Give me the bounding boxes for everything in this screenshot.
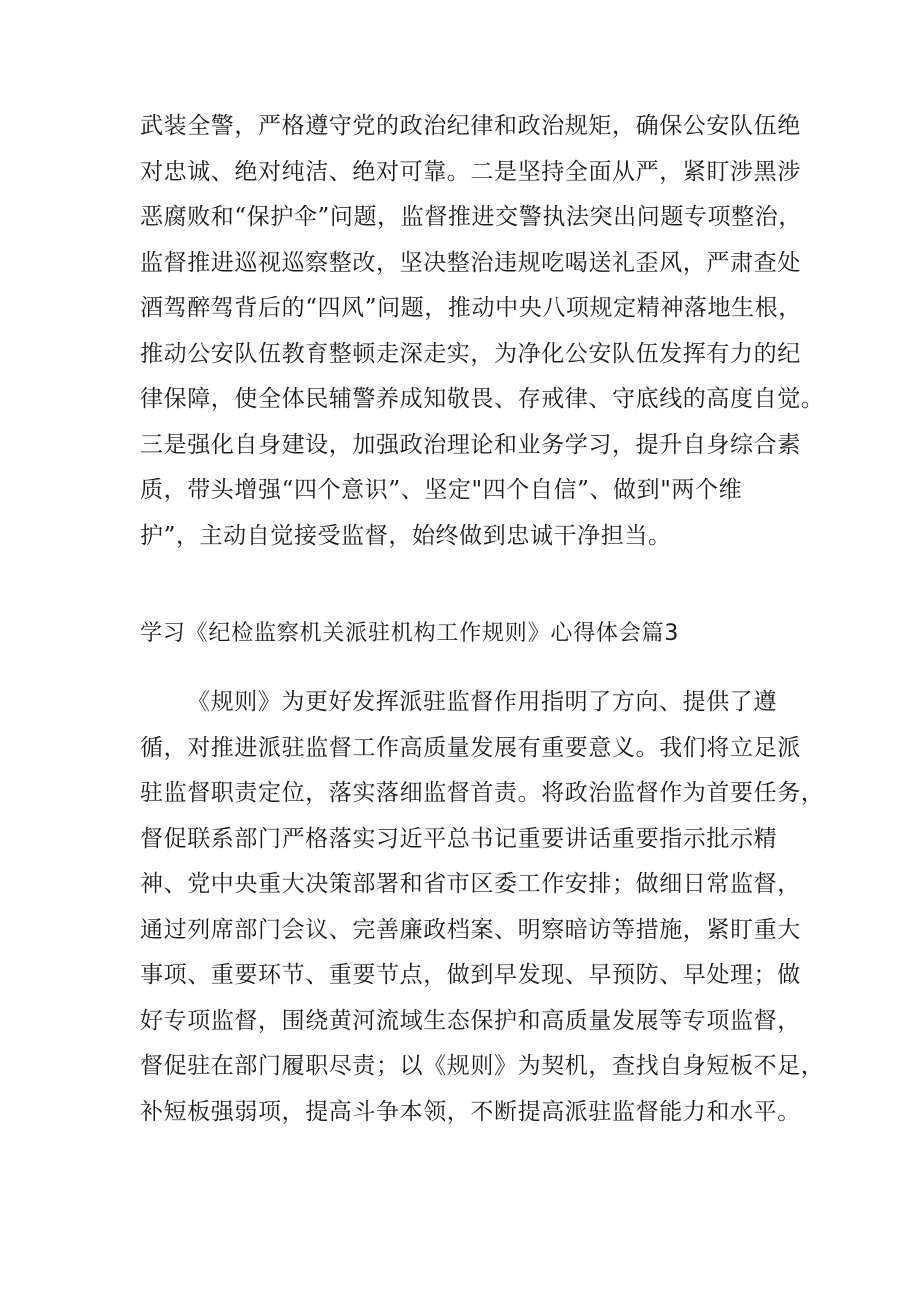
paragraph-1-line: 对忠诚、绝对纯洁、绝对可靠。二是坚持全面从严，紧盯涉黑涉 [140,158,801,185]
paragraph-1-line: 恶腐败和“保护伞”问题，监督推进交警执法突出问题专项整治， [140,204,802,230]
paragraph-1-line: 律保障，使全体民辅警养成知敬畏、存戒律、守底线的高度自觉。 [140,386,825,412]
paragraph-1-line: 推动公安队伍教育整顿走深走实，为净化公安队伍发挥有力的纪 [140,340,801,367]
paragraph-2-line: 好专项监督，围绕黄河流域生态保护和高质量发展等专项监督， [140,1007,801,1034]
paragraph-1-line: 质，带头增强“四个意识”、坚定"四个自信”、做到"两个维 [140,477,743,503]
paragraph-1-line: 护”，主动自觉接受监督，始终做到忠诚干净担当。 [140,522,672,549]
paragraph-2-line: 事项、重要环节、重要节点，做到早发现、早预防、早处理；做 [140,962,801,988]
paragraph-2-line: 驻监督职责定位，落实落细监督首责。将政治监督作为首要任务， [140,780,825,806]
paragraph-1-line: 酒驾醉驾背后的“四风”问题，推动中央八项规定精神落地生根， [140,295,802,321]
section-heading: 学习《纪检监察机关派驻机构工作规则》心得体会篇3 [140,621,680,646]
paragraph-2-line: 督促联系部门严格落实习近平总书记重要讲话重要指示批示精 [140,825,778,852]
paragraph-2 [140,680,825,1135]
paragraph-2-line: 补短板强弱项，提高斗争本领，不断提高派驻监督能力和水平。 [140,1098,801,1125]
paragraph-2-line: 循，对推进派驻监督工作高质量发展有重要意义。我们将立足派 [140,734,801,761]
paragraph-1-line: 三是强化自身建设，加强政治理论和业务学习，提升自身综合素 [140,431,801,458]
paragraph-2-line: 《规则》为更好发挥派驻监督作用指明了方向、提供了遵 [187,689,777,715]
paragraph-1-line: 监督推进巡视巡察整改，坚决整治违规吃喝送礼歪风，严肃查处 [140,249,801,276]
paragraph-2-line: 督促驻在部门履职尽责；以《规则》为契机，查找自身短板不足， [140,1053,825,1079]
paragraph-1-line: 武装全警，严格遵守党的政治纪律和政治规矩，确保公安队伍绝 [140,113,801,139]
paragraph-2-line: 通过列席部门会议、完善廉政档案、明察暗访等措施，紧盯重大 [140,916,801,943]
paragraph-1 [140,104,825,559]
paragraph-2-line: 神、党中央重大决策部署和省市区委工作安排；做细日常监督， [140,871,801,897]
